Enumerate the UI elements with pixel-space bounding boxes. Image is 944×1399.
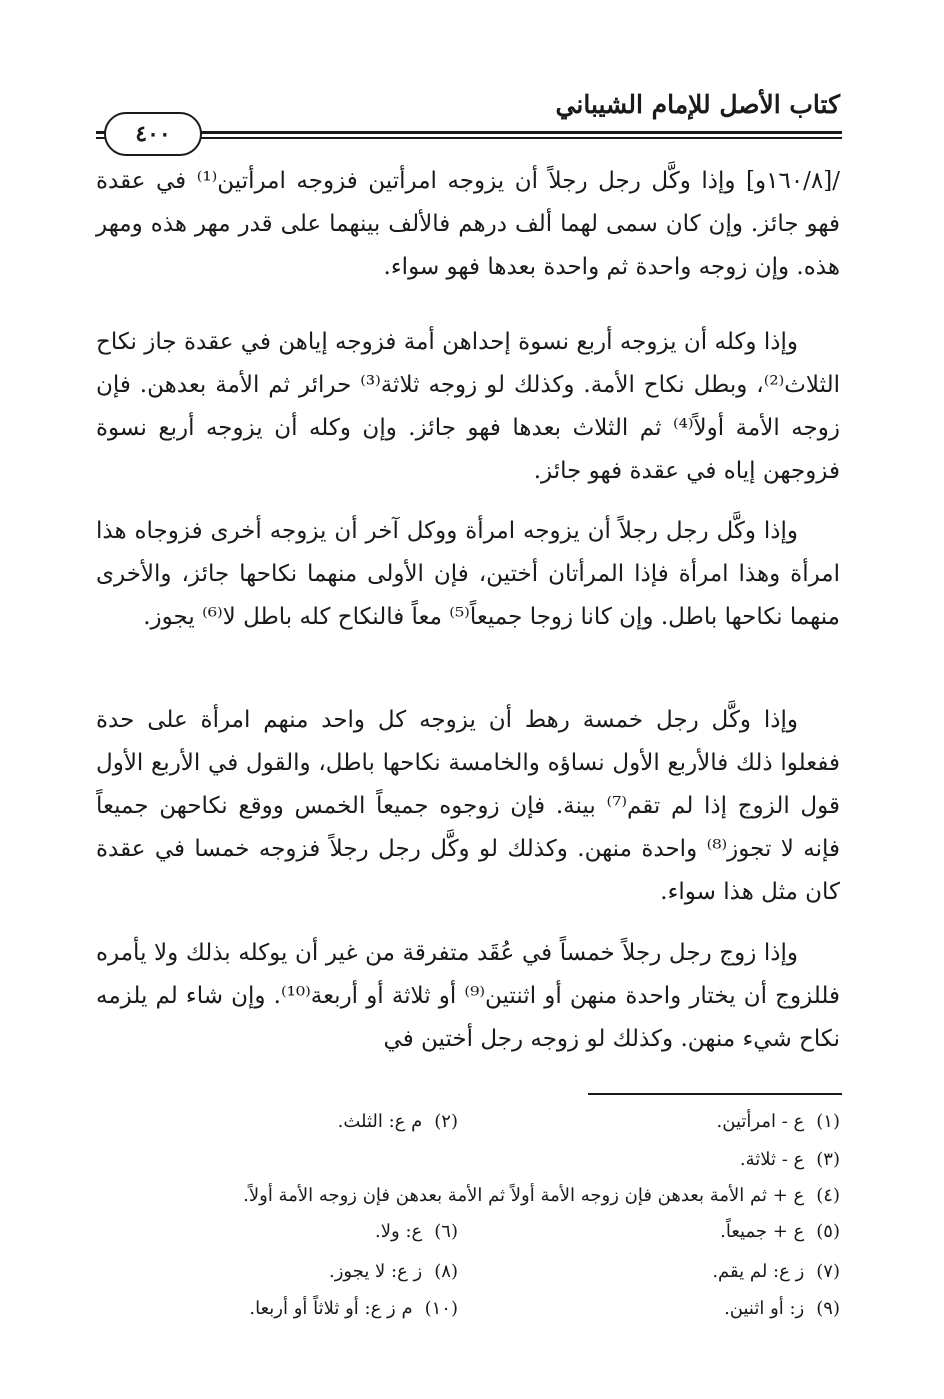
header-rule (96, 131, 842, 134)
footnote-number: (٣) (816, 1149, 840, 1170)
footnote-text: ز ع: لم يقم. (712, 1261, 805, 1282)
footnote-8 (329, 1260, 458, 1284)
footnote-7 (712, 1260, 840, 1284)
header-rule-thin (96, 137, 842, 139)
paragraph-text: وإذا وكله أن يزوجه أربع نسوة إحداهن أمة فزوجه إياهن في عقدة جاز نكاح الثلاث⁽²⁾، وبطل نكاح الأمة. وكذلك لو زوجه ثلاثة⁽³⁾ حرائر ثم الأمة بعدهن. فإن زوجه الأمة أولاً⁽⁴⁾ ثم الثلاث بعدها فهو جائز. وإن وكله أن يزوجه أربع نسوة فزوجهن إياه في عقدة فهو جائز. (96, 329, 840, 484)
paragraph-1 (96, 160, 840, 289)
paragraph-3 (96, 510, 840, 639)
footnote-5 (720, 1220, 840, 1244)
footnote-text: ع + جميعاً. (720, 1221, 805, 1242)
footnote-number: (٥) (816, 1221, 840, 1242)
paragraph-4 (96, 699, 840, 914)
footnote-text: م ع: الثلث. (337, 1111, 423, 1132)
footnote-text: ع + ثم الأمة بعدهن فإن زوجه الأمة أولاً ثم الأمة بعدهن فإن زوجه الأمة أولاً. (243, 1185, 805, 1206)
paragraph-2 (96, 321, 840, 493)
footnote-text: ز ع: لا يجوز. (328, 1261, 423, 1282)
footnote-number: (٢) (434, 1111, 458, 1132)
footnote-rule (588, 1093, 842, 1095)
footnote-text: ع - امرأتين. (716, 1111, 805, 1132)
footnote-10 (249, 1297, 458, 1321)
footnote-text: م ز ع: أو ثلاثاً أو أربعا. (249, 1298, 413, 1319)
footnote-text: ع: ولا. (375, 1221, 423, 1242)
footnote-number: (٧) (816, 1261, 840, 1282)
footnote-number: (١) (816, 1111, 840, 1132)
footnote-number: (٩) (816, 1298, 840, 1319)
paragraph-text: وإذا وكَّل رجل خمسة رهط أن يزوجه كل واحد منهم امرأة على حدة ففعلوا ذلك فالأربع الأول نساؤه والخامسة نكاحها باطل، والقول في الأربع الأول قول الزوج إذا لم تقم⁽⁷⁾ بينة. فإن زوجوه جميعاً الخمس ووقع نكاحهن جميعاً فإنه لا تجوز⁽⁸⁾ واحدة منهن. وكذلك لو وكَّل رجل رجلاً فزوجه خمسا في عقدة كان مثل هذا سواء. (96, 707, 840, 905)
paragraph-text: وإذا وكَّل رجل رجلاً أن يزوجه امرأة ووكل آخر أن يزوجه أخرى فزوجاه هذا امرأة وهذا امرأة فإذا المرأتان أختين، فإن الأولى منهما نكاحها جائز، والأخرى منهما نكاحها باطل. وإن كانا زوجا جميعاً⁽⁵⁾ معاً فالنكاح كله باطل لا⁽⁶⁾ يجوز. (96, 518, 840, 630)
paragraph-text: /[١٦٠/٨و] وإذا وكَّل رجل رجلاً أن يزوجه امرأتين فزوجه امرأتين⁽¹⁾ في عقدة فهو جائز. وإن كان سمى لهما ألف درهم فالألف بينهما على قدر مهر هذه ومهر هذه. وإن زوجه واحدة ثم واحدة بعدها فهو سواء. (96, 168, 841, 280)
footnote-2 (338, 1110, 458, 1134)
footnote-number: (٨) (434, 1261, 458, 1282)
footnote-9 (724, 1297, 840, 1321)
footnote-number: (٦) (434, 1221, 458, 1242)
footnote-6 (375, 1220, 458, 1244)
footnote-text: ز: أو اثنين. (724, 1298, 805, 1319)
running-title: كتاب الأصل للإمام الشيباني (555, 90, 840, 119)
paragraph-5 (96, 932, 840, 1061)
footnote-text: ع - ثلاثة. (739, 1149, 805, 1170)
page-number-badge: ٤٠٠ (104, 112, 202, 156)
footnote-number: (١٠) (424, 1298, 458, 1319)
footnote-4 (243, 1184, 840, 1208)
footnote-3 (740, 1148, 840, 1172)
footnote-number: (٤) (816, 1185, 840, 1206)
paragraph-text: وإذا زوج رجل رجلاً خمساً في عُقَد متفرقة من غير أن يوكله بذلك ولا يأمره فللزوج أن يختار واحدة منهن أو اثنتين⁽⁹⁾ أو ثلاثة أو أربعة⁽¹⁰⁾. وإن شاء لم يلزمه نكاح شيء منهن. وكذلك لو زوجه رجل أختين في (96, 940, 841, 1052)
footnote-1 (717, 1110, 840, 1134)
